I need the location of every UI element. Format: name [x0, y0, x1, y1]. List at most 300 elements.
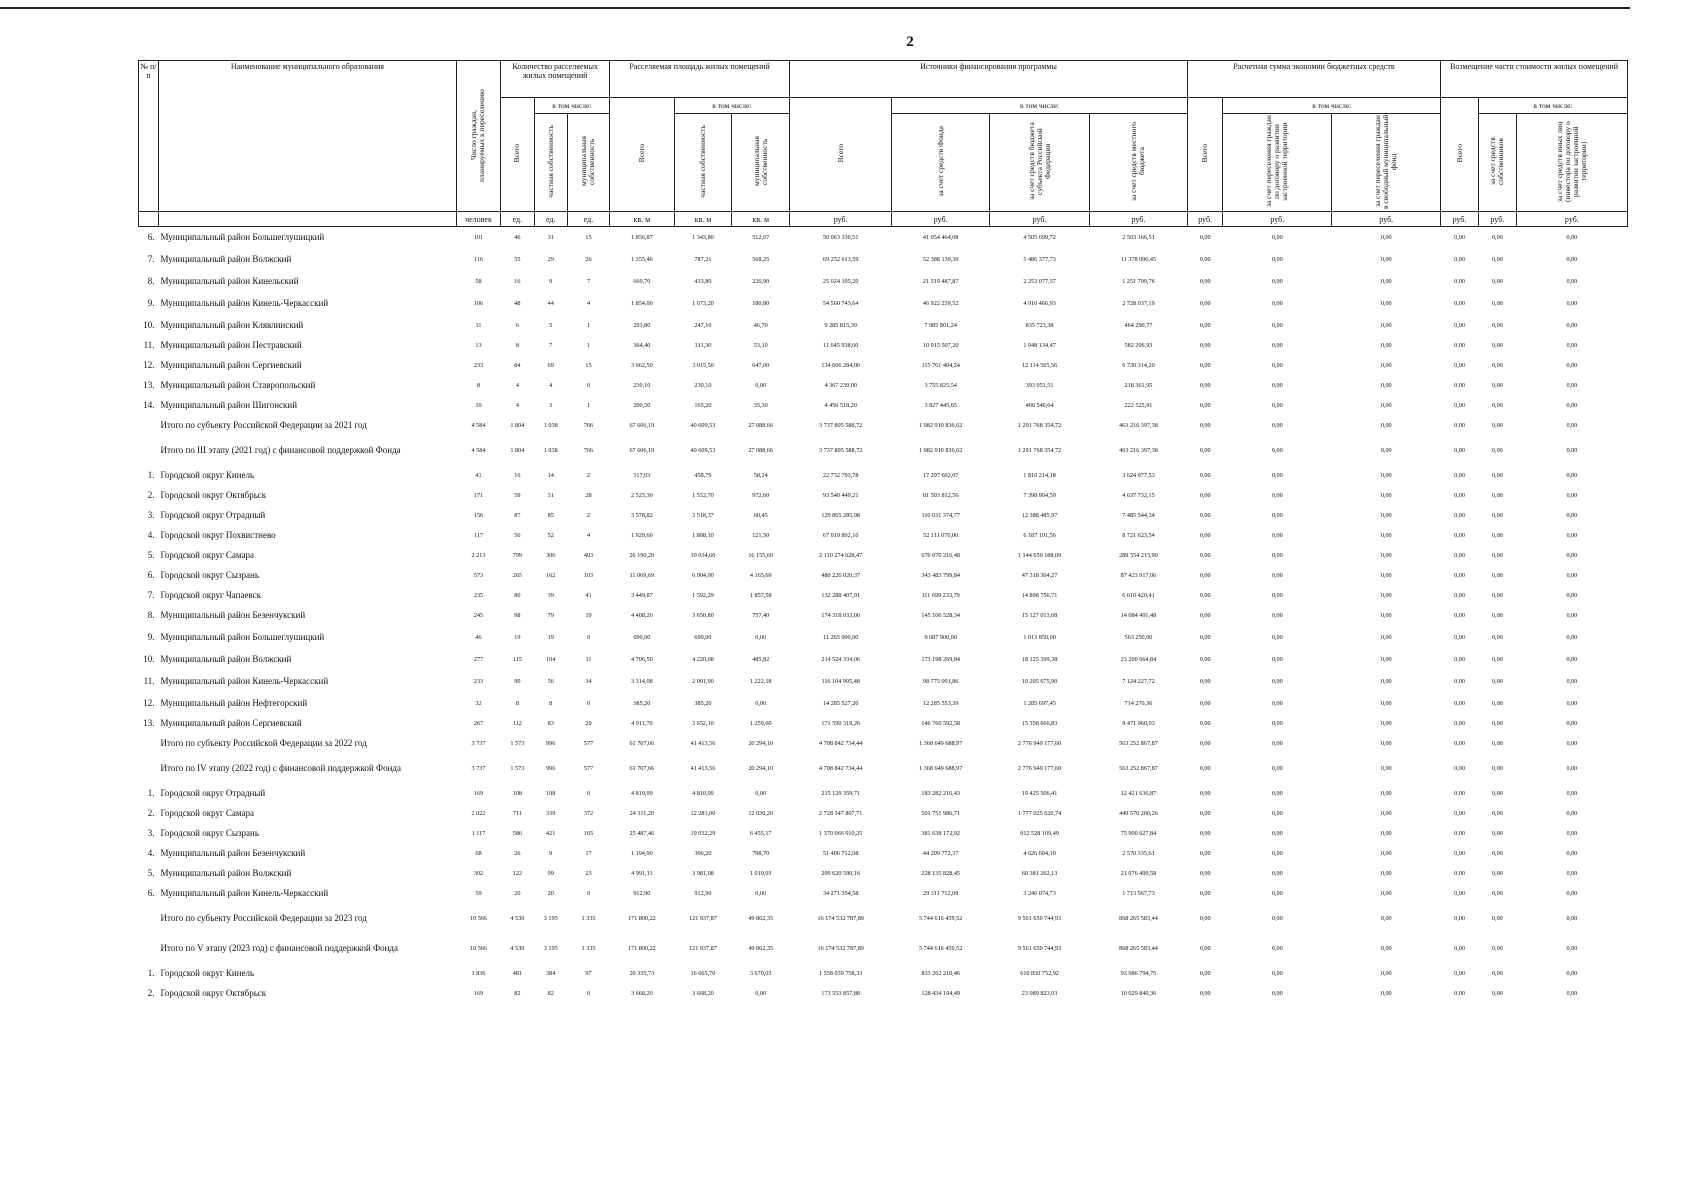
- value-cell: 17 297 602,07: [922, 471, 959, 479]
- value-cell: 67 019 892,10: [822, 531, 859, 539]
- municipality-name: Муниципальный район Волжский: [160, 868, 292, 878]
- value-cell: 0,00: [1454, 299, 1465, 307]
- value-cell: 393 051,51: [1025, 381, 1054, 389]
- header-savings: Расчетная сумма экономии бюджетных средств: [1187, 61, 1440, 98]
- value-cell: 68: [475, 849, 482, 857]
- value-cell: 0,00: [1454, 914, 1465, 922]
- value-cell: 0,00: [1454, 401, 1465, 409]
- value-cell: 0,00: [1454, 511, 1465, 519]
- value-cell: 0,00: [1454, 233, 1465, 241]
- value-cell: 563 252 867,87: [1119, 739, 1158, 747]
- value-cell: 0,00: [1380, 321, 1392, 329]
- value-cell: 0,00: [1380, 739, 1392, 747]
- value-cell: 4 626 604,10: [1023, 849, 1056, 857]
- value-cell: 11: [475, 321, 482, 329]
- value-cell: 0,00: [1380, 299, 1392, 307]
- value-cell: 75 900 627,84: [1120, 829, 1157, 837]
- value-cell: 83: [547, 719, 554, 727]
- row-number: 9.: [147, 298, 155, 308]
- value-cell: 0,00: [1491, 677, 1503, 685]
- value-cell: 48: [514, 299, 521, 307]
- value-cell: 0,00: [1566, 719, 1578, 727]
- value-cell: 0,00: [1454, 719, 1465, 727]
- value-cell: 0,00: [1491, 571, 1503, 579]
- municipality-name: Итого по IV этапу (2022 год) с финансовой поддержкой Фонда: [160, 763, 401, 773]
- savings-incl: в том числе:: [1223, 98, 1441, 114]
- value-cell: 58: [475, 277, 482, 285]
- value-cell: 46,70: [753, 321, 768, 329]
- value-cell: 0,00: [1199, 969, 1211, 977]
- value-cell: 0,00: [1271, 551, 1283, 559]
- row-number: 9.: [147, 632, 155, 642]
- value-cell: 1 010,03: [749, 869, 772, 877]
- value-cell: 11 378 096,45: [1120, 255, 1157, 263]
- unit-cell: руб.: [1332, 212, 1441, 227]
- value-cell: 0,00: [1566, 255, 1578, 263]
- value-cell: 0,00: [1271, 869, 1283, 877]
- value-cell: 11: [585, 655, 592, 663]
- value-cell: 0,00: [1491, 421, 1503, 429]
- value-cell: 400 546,64: [1025, 401, 1054, 409]
- value-cell: 214 524 334,06: [821, 655, 861, 663]
- value-cell: 0,00: [1199, 789, 1211, 797]
- value-cell: 0,00: [1380, 571, 1392, 579]
- row-number: 5.: [147, 868, 155, 878]
- value-cell: 11 265 000,00: [823, 633, 859, 641]
- table-row: [139, 713, 1628, 733]
- value-cell: 0,00: [1380, 914, 1392, 922]
- value-cell: 6 455,17: [749, 829, 772, 837]
- value-cell: 577: [583, 764, 594, 772]
- value-cell: 5 744 616 459,52: [919, 914, 963, 922]
- value-cell: 0,00: [1491, 531, 1503, 539]
- value-cell: 0,00: [1566, 551, 1578, 559]
- value-cell: 372: [583, 809, 594, 817]
- value-cell: 0,00: [1491, 969, 1503, 977]
- value-cell: 134 606 284,00: [821, 361, 861, 369]
- value-cell: 1 038: [543, 446, 558, 454]
- value-cell: 0,00: [1199, 491, 1211, 499]
- value-cell: 690,00: [633, 633, 651, 641]
- value-cell: 690,00: [694, 633, 712, 641]
- table-row: [139, 505, 1628, 525]
- value-cell: 0,00: [1491, 699, 1503, 707]
- value-cell: 586: [512, 829, 522, 837]
- row-number: 1.: [147, 788, 155, 798]
- row-number: 10.: [143, 320, 155, 330]
- row-number: 12.: [143, 698, 155, 708]
- value-cell: 0,00: [1454, 869, 1465, 877]
- value-cell: 0,00: [1454, 277, 1465, 285]
- value-cell: 20 294,10: [748, 764, 774, 772]
- area-total: Всего: [610, 98, 674, 212]
- value-cell: 0,00: [1491, 944, 1503, 952]
- value-cell: 59: [514, 491, 521, 499]
- value-cell: 235: [473, 591, 484, 599]
- value-cell: 8: [476, 381, 481, 389]
- municipality-name: Муниципальный район Кинель-Черкасский: [160, 676, 329, 686]
- municipality-name: Муниципальный район Кинель-Черкасский: [160, 888, 329, 898]
- value-cell: 0,00: [1491, 591, 1503, 599]
- table-row: [139, 753, 1628, 783]
- value-cell: 0,00: [1491, 277, 1503, 285]
- value-cell: 1 982 910 836,62: [919, 446, 963, 454]
- value-cell: 20 335,73: [629, 969, 655, 977]
- value-cell: 0,00: [1380, 789, 1392, 797]
- value-cell: 0,00: [1380, 699, 1392, 707]
- value-cell: 40 609,53: [690, 446, 716, 454]
- value-cell: 3 662,50: [631, 361, 653, 369]
- value-cell: 4: [586, 531, 591, 539]
- value-cell: 101: [473, 233, 484, 241]
- value-cell: 132 288 407,91: [821, 591, 861, 599]
- value-cell: 0,00: [1491, 633, 1503, 641]
- value-cell: 0,00: [1199, 341, 1211, 349]
- table-row: [139, 271, 1628, 291]
- comp-total: Всего: [1441, 98, 1479, 212]
- value-cell: 3 668,20: [692, 989, 714, 997]
- value-cell: 0,00: [1271, 255, 1283, 263]
- header-people: Число граждан, планируемых к переселению: [456, 61, 500, 212]
- value-cell: 0,00: [1491, 655, 1503, 663]
- value-cell: 0,00: [1454, 255, 1465, 263]
- value-cell: 2: [586, 511, 591, 519]
- value-cell: 464 290,77: [1124, 321, 1153, 329]
- value-cell: 0,00: [1454, 321, 1465, 329]
- unit-cell: руб.: [1223, 212, 1332, 227]
- row-number: [139, 753, 159, 783]
- table-row: [139, 625, 1628, 649]
- savings-free-fund: за счет переселения граждан в свободный муниципальный фонд: [1332, 114, 1441, 212]
- value-cell: 52: [547, 531, 554, 539]
- value-cell: 0,00: [1271, 591, 1283, 599]
- table-row: [139, 823, 1628, 843]
- table-row: [139, 585, 1628, 605]
- value-cell: 0,00: [1566, 571, 1578, 579]
- value-cell: 10 029 840,36: [1120, 989, 1157, 997]
- value-cell: 0,00: [1566, 511, 1578, 519]
- value-cell: 59: [475, 889, 482, 897]
- table-row: [139, 903, 1628, 933]
- table-row: [139, 525, 1628, 545]
- value-cell: 0,00: [1271, 989, 1283, 997]
- value-cell: 0,00: [1491, 989, 1503, 997]
- value-cell: 169: [473, 789, 484, 797]
- value-cell: 339: [546, 809, 556, 817]
- value-cell: 0,00: [1454, 809, 1465, 817]
- value-cell: 0,00: [1199, 611, 1211, 619]
- value-cell: 6 730 314,20: [1122, 361, 1155, 369]
- value-cell: 0,00: [1454, 446, 1465, 454]
- value-cell: 311,30: [694, 341, 712, 349]
- savings-development: за счет переселения граждан по договору о развитии застроенной территории: [1223, 114, 1332, 212]
- value-cell: 50 063 330,51: [822, 233, 859, 241]
- value-cell: 104: [546, 655, 556, 663]
- value-cell: 0,00: [1566, 914, 1578, 922]
- value-cell: 0,00: [1199, 233, 1211, 241]
- value-cell: 4 910 466,93: [1023, 299, 1056, 307]
- value-cell: 912,90: [694, 889, 712, 897]
- unit-cell: руб.: [1441, 212, 1479, 227]
- value-cell: 2 570 335,61: [1122, 849, 1155, 857]
- value-cell: 1 368 649 688,97: [919, 764, 963, 772]
- value-cell: 22 732 793,78: [822, 471, 859, 479]
- value-cell: 32: [475, 699, 482, 707]
- value-cell: 20: [547, 889, 554, 897]
- value-cell: 0,00: [1199, 571, 1211, 579]
- value-cell: 0,00: [1199, 401, 1211, 409]
- value-cell: 293,80: [633, 321, 651, 329]
- value-cell: 4: [515, 381, 519, 389]
- municipality-name: Муниципальный район Шигонский: [160, 400, 298, 410]
- value-cell: 0,00: [1199, 944, 1211, 952]
- table-row: [139, 863, 1628, 883]
- value-cell: 21 519 487,87: [922, 277, 959, 285]
- value-cell: 757,40: [752, 611, 770, 619]
- savings-total: Всего: [1187, 98, 1223, 212]
- value-cell: 13: [475, 341, 482, 349]
- value-cell: 0,00: [1491, 321, 1503, 329]
- value-cell: 0,00: [1491, 764, 1503, 772]
- unit-cell: руб.: [892, 212, 990, 227]
- value-cell: 5: [549, 321, 553, 329]
- value-cell: 480 226 020,37: [821, 571, 861, 579]
- value-cell: 0,00: [1380, 849, 1392, 857]
- value-cell: 0,00: [1199, 321, 1211, 329]
- value-cell: 171: [473, 491, 484, 499]
- value-cell: 1 982 910 836,62: [919, 421, 963, 429]
- value-cell: 0,00: [1491, 719, 1503, 727]
- value-cell: 1 573: [510, 764, 525, 772]
- value-cell: 0,00: [1454, 739, 1465, 747]
- row-number: 6.: [147, 232, 155, 242]
- value-cell: 1: [586, 341, 591, 349]
- value-cell: 1 370 066 910,25: [819, 829, 863, 837]
- value-cell: 121 937,87: [689, 914, 717, 922]
- value-cell: 0,00: [1566, 361, 1578, 369]
- value-cell: 2 776 940 177,60: [1017, 764, 1062, 772]
- value-cell: 582 296,93: [1124, 341, 1153, 349]
- value-cell: 0,00: [1454, 381, 1465, 389]
- value-cell: 0,00: [1454, 633, 1465, 641]
- value-cell: 93 986 794,75: [1120, 969, 1157, 977]
- value-cell: 233: [473, 677, 484, 685]
- value-cell: 9 471 060,03: [1122, 719, 1155, 727]
- value-cell: 0,00: [1491, 255, 1503, 263]
- value-cell: 0,00: [1454, 989, 1465, 997]
- value-cell: 676 070 216,48: [921, 551, 961, 559]
- value-cell: 116: [473, 255, 484, 263]
- value-cell: 24 311,20: [629, 809, 655, 817]
- table-row: [139, 565, 1628, 585]
- value-cell: 61 707,66: [629, 739, 655, 747]
- value-cell: 0,00: [1566, 591, 1578, 599]
- table-row: [139, 355, 1628, 375]
- value-cell: 3 737: [471, 739, 486, 747]
- unit-cell: руб.: [790, 212, 892, 227]
- value-cell: 3 670,03: [749, 969, 772, 977]
- municipality-name: Муниципальный район Волжский: [160, 654, 292, 664]
- value-cell: 0,00: [1271, 299, 1283, 307]
- value-cell: 60,45: [753, 511, 768, 519]
- value-cell: 15 127 013,08: [1021, 611, 1058, 619]
- row-number: 7.: [147, 254, 155, 264]
- value-cell: 171 590 319,26: [821, 719, 861, 727]
- value-cell: 3 737 895 588,72: [819, 421, 863, 429]
- value-cell: 7 485 544,34: [1122, 511, 1155, 519]
- value-cell: 29: [585, 719, 592, 727]
- unit-cell: ед.: [567, 212, 609, 227]
- value-cell: 433,80: [694, 277, 712, 285]
- value-cell: 0,00: [1491, 829, 1503, 837]
- value-cell: 49 862,35: [748, 914, 774, 922]
- value-cell: 10 205 675,90: [1021, 677, 1058, 685]
- value-cell: 1 013 850,00: [1023, 633, 1056, 641]
- row-number: [139, 933, 159, 963]
- value-cell: 0: [586, 633, 591, 641]
- value-cell: 0,00: [1380, 446, 1392, 454]
- value-cell: 5 744 616 459,52: [919, 944, 963, 952]
- value-cell: 10: [475, 401, 482, 409]
- value-cell: 122: [512, 869, 522, 877]
- value-cell: 610 850 752,92: [1020, 969, 1059, 977]
- municipality-name: Муниципальный район Сергиевский: [160, 360, 302, 370]
- value-cell: 0,00: [1454, 341, 1465, 349]
- value-cell: 0,00: [1566, 809, 1578, 817]
- value-cell: 1 857,58: [749, 591, 772, 599]
- value-cell: 0,00: [1199, 421, 1211, 429]
- value-cell: 215 129 359,71: [821, 789, 861, 797]
- value-cell: 19: [514, 633, 521, 641]
- value-cell: 0,00: [1199, 361, 1211, 369]
- value-cell: 52 388 139,39: [922, 255, 959, 263]
- value-cell: 0,00: [1271, 969, 1283, 977]
- sources-incl: в том числе:: [892, 98, 1188, 114]
- row-number: 13.: [143, 718, 155, 728]
- value-cell: 67 606,19: [629, 421, 655, 429]
- value-cell: 381 638 172,92: [921, 829, 961, 837]
- row-number: 13.: [143, 380, 155, 390]
- comp-incl: в том числе:: [1478, 98, 1627, 114]
- value-cell: 5 486 377,73: [1023, 255, 1056, 263]
- value-cell: 0,00: [1380, 361, 1392, 369]
- value-cell: 84: [514, 361, 521, 369]
- value-cell: 7 124 227,72: [1122, 677, 1155, 685]
- value-cell: 4: [586, 299, 591, 307]
- unit-cell: [159, 212, 457, 227]
- value-cell: 3 668,20: [631, 989, 653, 997]
- row-number: 7.: [147, 590, 155, 600]
- value-cell: 0,00: [1271, 361, 1283, 369]
- value-cell: 0,00: [1454, 789, 1465, 797]
- row-number: 14.: [143, 400, 155, 410]
- value-cell: 0,00: [1271, 914, 1283, 922]
- value-cell: 0,00: [1199, 531, 1211, 539]
- value-cell: 0,00: [1380, 233, 1392, 241]
- value-cell: 0,00: [1454, 829, 1465, 837]
- value-cell: 517,03: [633, 471, 651, 479]
- municipality-name: Муниципальный район Клявлинский: [160, 320, 304, 330]
- value-cell: 2 213: [471, 551, 486, 559]
- value-cell: 2 776 940 177,60: [1017, 739, 1062, 747]
- units-row: [139, 212, 1628, 227]
- value-cell: 1 804: [510, 421, 525, 429]
- municipality-name: Городской округ Сызрань: [160, 570, 259, 580]
- table-row: [139, 649, 1628, 669]
- value-cell: 512,07: [752, 233, 770, 241]
- value-cell: 0,00: [1199, 446, 1211, 454]
- value-cell: 0,00: [1199, 739, 1211, 747]
- value-cell: 0,00: [1271, 531, 1283, 539]
- value-cell: 106: [473, 299, 484, 307]
- value-cell: 0,00: [1271, 446, 1283, 454]
- value-cell: 10 015 507,20: [922, 341, 959, 349]
- value-cell: 0,00: [1271, 491, 1283, 499]
- value-cell: 0,00: [1566, 849, 1578, 857]
- value-cell: 79: [547, 611, 554, 619]
- value-cell: 209 620 590,16: [821, 869, 861, 877]
- municipality-name: Городской округ Кинель: [160, 470, 255, 480]
- value-cell: 0,00: [1271, 277, 1283, 285]
- value-cell: 4 810,09: [631, 789, 653, 797]
- row-number: 6.: [147, 570, 155, 580]
- value-cell: 16 155,60: [748, 551, 774, 559]
- value-cell: 0,00: [1199, 849, 1211, 857]
- value-cell: 868 265 583,44: [1119, 914, 1158, 922]
- value-cell: 1 144 650 188,09: [1017, 551, 1062, 559]
- comp-owners: за счет средств собственников: [1478, 114, 1516, 212]
- value-cell: 49 862,35: [748, 944, 774, 952]
- value-cell: 0,00: [1380, 969, 1392, 977]
- table-row: [139, 983, 1628, 1003]
- value-cell: 1 552,70: [692, 491, 714, 499]
- value-cell: 912,90: [633, 889, 651, 897]
- table-row: [139, 545, 1628, 565]
- value-cell: 34: [585, 677, 592, 685]
- value-cell: 0,00: [755, 381, 767, 389]
- value-cell: 0,00: [1454, 611, 1465, 619]
- value-cell: 3: [549, 401, 553, 409]
- value-cell: 0,00: [1380, 989, 1392, 997]
- value-cell: 1 222,18: [749, 677, 772, 685]
- value-cell: 1 673,20: [692, 299, 714, 307]
- value-cell: 0,00: [1491, 739, 1503, 747]
- municipality-name: Итого по III этапу (2021 год) с финансовой поддержкой Фонда: [160, 445, 401, 455]
- value-cell: 3 195: [543, 944, 558, 952]
- value-cell: 69 252 613,59: [822, 255, 859, 263]
- value-cell: 0,00: [755, 699, 767, 707]
- row-number: 4.: [147, 848, 155, 858]
- value-cell: 3 737 895 588,72: [819, 446, 863, 454]
- unit-cell: руб.: [990, 212, 1090, 227]
- value-cell: 1 854,00: [631, 299, 653, 307]
- value-cell: 0,00: [1271, 421, 1283, 429]
- value-cell: 90: [514, 677, 521, 685]
- table-row: [139, 415, 1628, 435]
- value-cell: 0,00: [1380, 401, 1392, 409]
- value-cell: 12 388 485,97: [1021, 511, 1058, 519]
- value-cell: 12 114 565,56: [1021, 361, 1058, 369]
- value-cell: 0,00: [1491, 789, 1503, 797]
- value-cell: 69: [547, 361, 554, 369]
- value-cell: 26: [585, 255, 592, 263]
- value-cell: 0,00: [1271, 655, 1283, 663]
- value-cell: 41: [475, 471, 482, 479]
- value-cell: 1 777 025 620,74: [1017, 809, 1062, 817]
- value-cell: 61 707,66: [629, 764, 655, 772]
- value-cell: 15: [585, 233, 592, 241]
- value-cell: 14: [547, 471, 554, 479]
